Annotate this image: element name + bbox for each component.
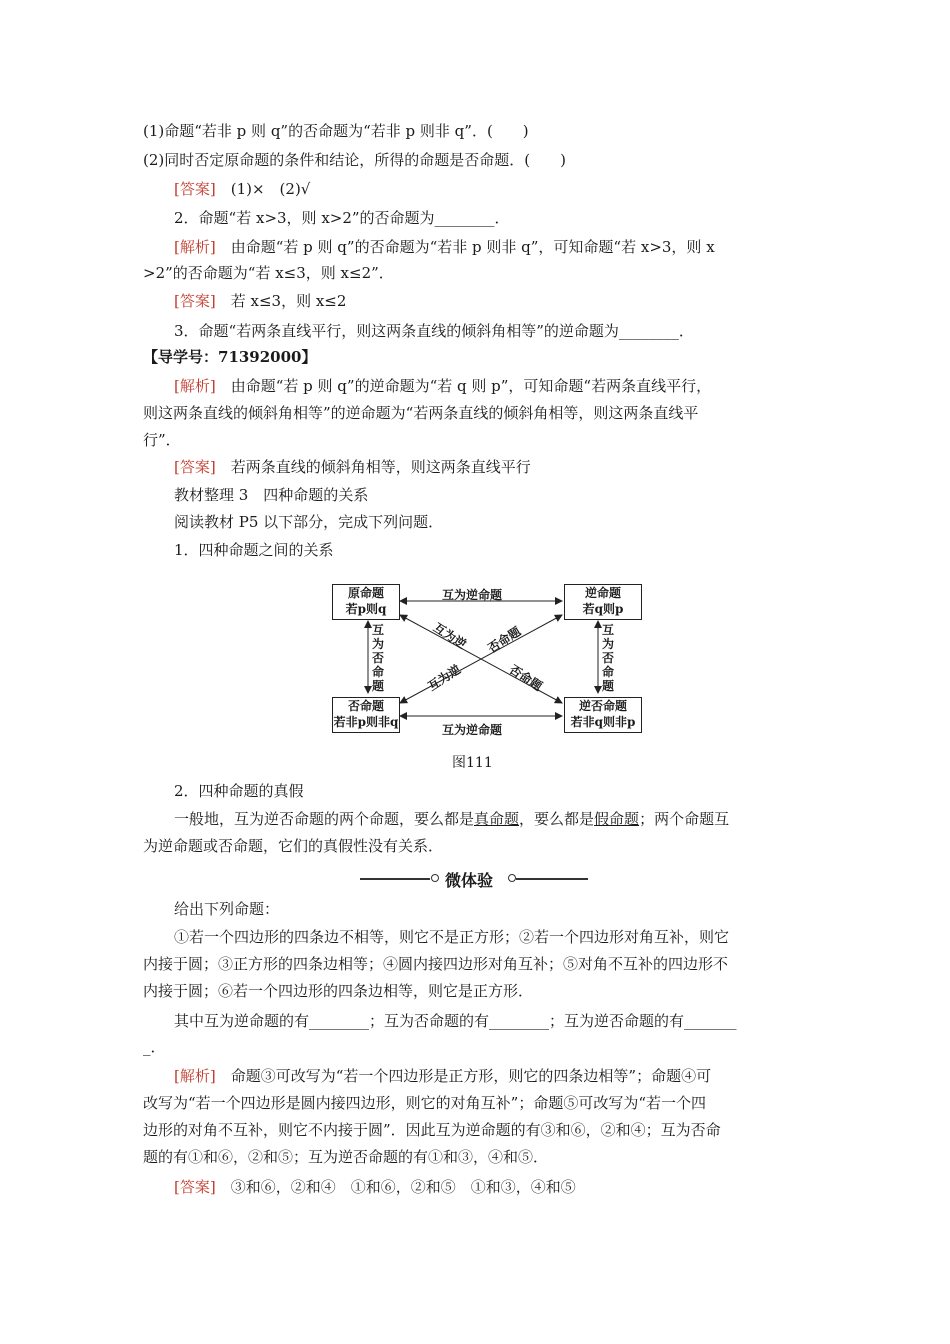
diagonal-label-a2: 否命题 (506, 662, 545, 694)
analysis-text: 由命题“若 p 则 q”的否命题为“若非 p 则非 q”，可知命题“若 x>3，则 x (230, 238, 715, 256)
diagonal-label-b1: 否命题 (485, 624, 524, 656)
question-3: 2．命题“若 x>3，则 x>2”的否命题为________． (174, 209, 510, 227)
header-dot-right (508, 874, 516, 882)
false-proposition-term: 假命题 (594, 810, 640, 828)
subheading-2: 2．四种命题的真假 (174, 782, 304, 800)
contrapositive-label: 逆否命题 (578, 699, 627, 713)
question-2: (2)同时否定原命题的条件和结论，所得的命题是否命题．( ) (143, 151, 566, 169)
exercise-intro: 给出下列命题： (174, 900, 280, 918)
left-edge-label: 互为否命题 (372, 623, 385, 693)
header-bar-right (516, 878, 588, 880)
answer-4 (174, 1176, 576, 1198)
answer-1 (174, 178, 310, 200)
analysis-1-cont: >2”的否命题为“若 x≤3，则 x≤2”． (143, 264, 394, 282)
answer-2 (174, 290, 346, 312)
header-dot-left (431, 874, 439, 882)
true-proposition-term: 真命题 (474, 810, 520, 828)
figure-caption: 图111 (452, 755, 493, 771)
analysis-text: 由命题“若 p 则 q”的逆命题为“若 q 则 p”，可知命题“若两条直线平行， (230, 377, 712, 395)
analysis-1 (174, 236, 715, 258)
analysis-text: 命题③可改写为“若一个四边形是正方形，则它的四条边相等”；命题④可 (230, 1067, 712, 1085)
four-propositions-diagram (318, 575, 648, 735)
guide-number: 【导学号：71392000】 (143, 348, 317, 366)
analysis-3-cont-3: 题的有①和⑥，②和⑤；互为逆否命题的有①和③，④和⑤． (143, 1148, 549, 1166)
analysis-tag: [解析] (174, 377, 216, 395)
contrapositive-proposition-box (564, 697, 642, 733)
answer-tag: [答案] (174, 458, 216, 476)
answer-text: (1)× (2)√ (230, 180, 311, 198)
right-edge-label: 互为否命题 (602, 623, 615, 693)
converse-proposition-box (564, 584, 642, 620)
exercise-question: 其中互为逆命题的有________；互为否命题的有________；互为逆否命题的有_______ (174, 1012, 737, 1030)
header-title: 微体验 (445, 871, 494, 890)
truth-paragraph (174, 808, 729, 830)
answer-3 (174, 456, 531, 478)
inverse-proposition-box (332, 697, 400, 733)
analysis-3-cont-1: 改写为“若一个四边形是圆内接四边形，则它的对角互补”；命题⑤可改写为“若一个四 (143, 1094, 707, 1112)
converse-label: 逆命题 (584, 586, 621, 600)
reading-instruction: 阅读教材 P5 以下部分，完成下列问题． (174, 513, 444, 531)
truth-paragraph-cont: 为逆命题或否命题，它们的真假性没有关系． (143, 837, 444, 855)
inverse-form: 若非p则非q (333, 715, 399, 729)
inverse-label: 否命题 (347, 699, 384, 713)
truth-text-2: ，要么都是 (519, 810, 595, 828)
micro-experience-header (360, 868, 590, 890)
question-4: 3．命题“若两条直线平行，则这两条直线的倾斜角相等”的逆命题为________． (174, 322, 694, 340)
truth-text-3: ；两个命题互 (639, 810, 730, 828)
answer-tag: [答案] (174, 292, 216, 310)
exercise-list-3: 内接于圆；⑥若一个四边形的四条边相等，则它是正方形． (143, 982, 534, 1000)
top-edge-label: 互为逆命题 (442, 588, 503, 602)
answer-text: 若两条直线的倾斜角相等，则这两条直线平行 (230, 458, 531, 476)
answer-text: 若 x≤3，则 x≤2 (230, 292, 347, 310)
answer-tag: [答案] (174, 1178, 216, 1196)
diagonal-label-b2: 互为逆 (425, 662, 464, 694)
original-form: 若p则q (345, 602, 387, 616)
converse-form: 若q则p (582, 602, 624, 616)
analysis-2-end: 行”． (143, 431, 181, 449)
answer-text: ③和⑥，②和④ ①和⑥，②和⑤ ①和③，④和⑤ (230, 1178, 576, 1196)
exercise-question-end: _． (143, 1038, 166, 1056)
contrapositive-form: 若非q则非p (570, 715, 636, 729)
original-proposition-box (332, 584, 400, 620)
analysis-3-cont-2: 边形的对角不互补，则它不内接于圆”．因此互为逆命题的有③和⑥，②和④；互为否命 (143, 1121, 721, 1139)
analysis-2 (174, 375, 711, 397)
analysis-tag: [解析] (174, 238, 216, 256)
section-heading: 教材整理 3 四种命题的关系 (174, 486, 369, 504)
original-label: 原命题 (347, 586, 384, 600)
question-1: (1)命题“若非 p 则 q”的否命题为“若非 p 则非 q”．( ) (143, 122, 529, 140)
exercise-list-2: 内接于圆；③正方形的四条边相等；④圆内接四边形对角互补；⑤对角不互补的四边形不 (143, 955, 729, 973)
bottom-edge-label: 互为逆命题 (442, 723, 503, 737)
answer-tag: [答案] (174, 180, 216, 198)
analysis-3 (174, 1065, 711, 1087)
header-bar-left (360, 878, 430, 880)
analysis-tag: [解析] (174, 1067, 216, 1085)
diagonal-label-a1: 互为逆 (430, 620, 469, 652)
truth-text-1: 一般地，互为逆否命题的两个命题，要么都是 (174, 810, 475, 828)
analysis-2-cont: 则这两条直线的倾斜角相等”的逆命题为“若两条直线的倾斜角相等，则这两条直线平 (143, 404, 699, 422)
subheading-1: 1．四种命题之间的关系 (174, 541, 334, 559)
exercise-list-1: ①若一个四边形的四条边不相等，则它不是正方形；②若一个四边形对角互补，则它 (174, 928, 730, 946)
